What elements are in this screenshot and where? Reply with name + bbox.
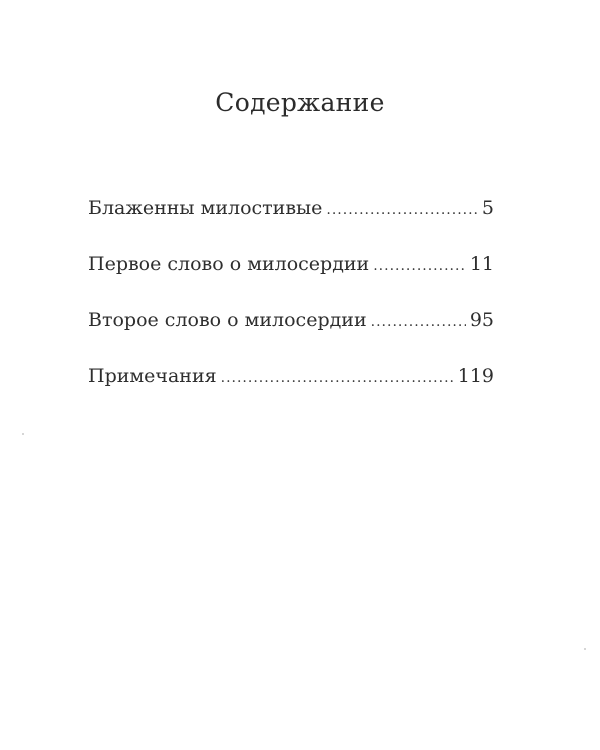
- table-of-contents: [88, 197, 494, 421]
- toc-page-number: 11: [469, 253, 494, 275]
- dot-leader: [371, 314, 466, 330]
- dot-leader: [373, 258, 466, 274]
- scan-speck: [584, 648, 586, 650]
- toc-entry[interactable]: [88, 309, 494, 365]
- toc-entry[interactable]: [88, 365, 494, 421]
- toc-entry-title: Второе слово о милосердии: [88, 309, 367, 331]
- toc-page-number: 119: [457, 365, 494, 387]
- toc-page-number: 95: [469, 309, 494, 331]
- page-title: Содержание: [215, 88, 385, 117]
- scan-speck: [22, 433, 24, 435]
- toc-page-number: 5: [481, 197, 494, 219]
- toc-entry-title: Блаженны милостивые: [88, 197, 323, 219]
- toc-entry-title: Примечания: [88, 365, 217, 387]
- toc-entry[interactable]: [88, 253, 494, 309]
- dot-leader: [221, 370, 454, 386]
- toc-entry[interactable]: [88, 197, 494, 253]
- dot-leader: [326, 202, 478, 218]
- toc-entry-title: Первое слово о милосердии: [88, 253, 370, 275]
